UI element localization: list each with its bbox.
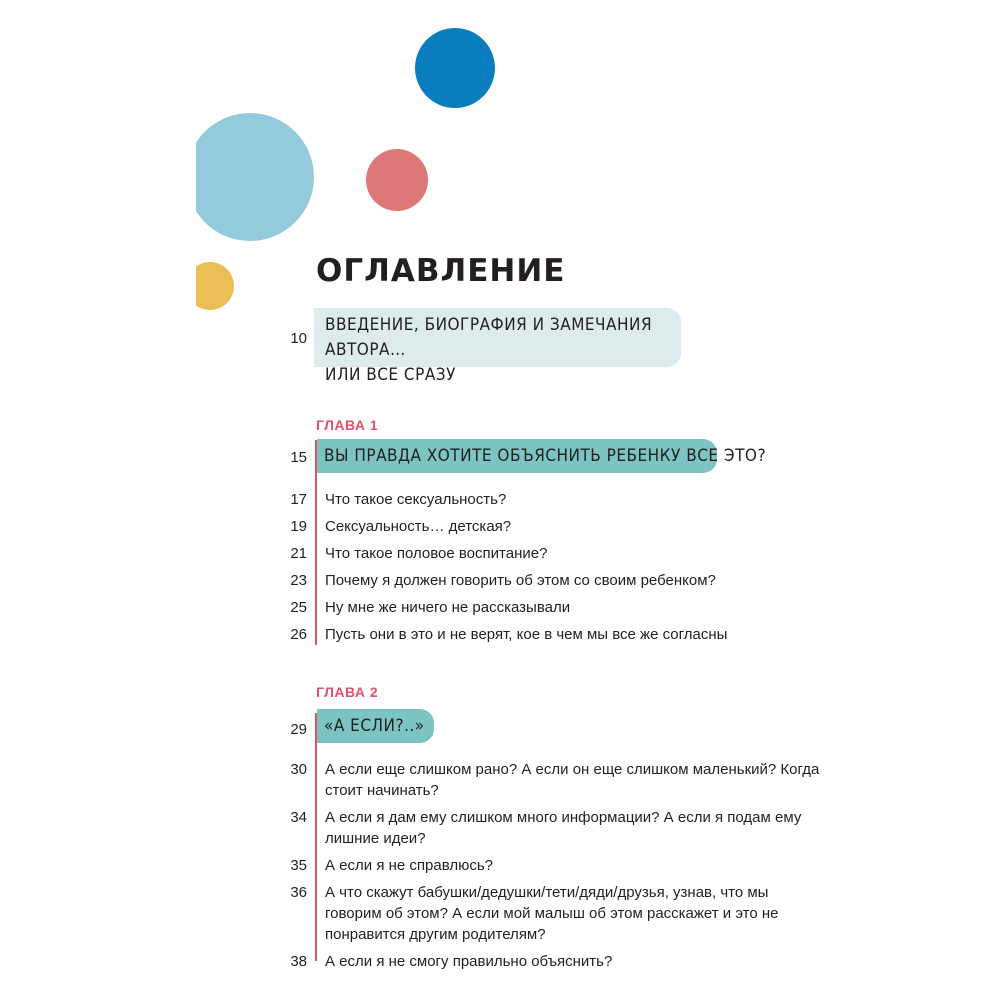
page-title: ОГЛАВЛЕНИЕ: [316, 253, 566, 289]
chapter-2-entries: [0, 759, 1000, 978]
toc-entry-text: Ну мне же ничего не рассказывали: [325, 599, 571, 616]
toc-entry-page: 19: [290, 518, 307, 535]
decorative-yellow-circle: [186, 262, 234, 310]
toc-entry-page: 26: [290, 626, 307, 643]
toc-entry-page: 36: [290, 884, 307, 901]
toc-entry-text: Пусть они в это и не верят, кое в чем мы все же согласны: [325, 626, 728, 643]
toc-entry[interactable]: [0, 882, 1000, 945]
toc-entry[interactable]: [0, 624, 1000, 651]
chapter-1-entries: [0, 489, 1000, 651]
decorative-coral-circle: [366, 149, 428, 211]
toc-entry[interactable]: [0, 951, 1000, 972]
decorative-blue-circle: [415, 28, 495, 108]
chapter-2-page-number: 29: [290, 721, 307, 738]
toc-entry-text: А если еще слишком рано? А если он еще слишком маленький? Когда стоит начинать?: [325, 761, 820, 799]
toc-entry-page: 30: [290, 761, 307, 778]
toc-entry-page: 23: [290, 572, 307, 589]
intro-heading-line-2: ИЛИ ВСЕ СРАЗУ: [325, 365, 456, 385]
toc-entry[interactable]: [0, 543, 1000, 570]
toc-entry[interactable]: [0, 807, 1000, 849]
chapter-2-label: ГЛАВА 2: [316, 684, 379, 700]
toc-entry-page: 34: [290, 809, 307, 826]
toc-entry-page: 38: [290, 953, 307, 970]
toc-entry-text: Что такое сексуальность?: [325, 491, 507, 508]
toc-entry-page: 25: [290, 599, 307, 616]
chapter-2-title[interactable]: «А ЕСЛИ?..»: [317, 709, 434, 743]
toc-entry[interactable]: [0, 516, 1000, 543]
intro-page-number: 10: [290, 330, 307, 347]
toc-entry-text: А если я не справлюсь?: [325, 857, 493, 874]
toc-entry-text: А что скажут бабушки/дедушки/тети/дяди/друзья, узнав, что мы говорим об этом? А если мой малыш об этом расскажет и это не понравится другим родителям?: [325, 884, 779, 943]
intro-heading-line-1: ВВЕДЕНИЕ, БИОГРАФИЯ И ЗАМЕЧАНИЯ АВТОРА…: [325, 315, 653, 360]
toc-entry-text: А если я не смогу правильно объяснить?: [325, 953, 613, 970]
chapter-1-label: ГЛАВА 1: [316, 417, 379, 433]
toc-entry-text: Почему я должен говорить об этом со своим ребенком?: [325, 572, 716, 589]
intro-heading[interactable]: [314, 308, 681, 385]
toc-entry[interactable]: [0, 759, 1000, 801]
toc-entry[interactable]: [0, 597, 1000, 624]
chapter-1-title[interactable]: ВЫ ПРАВДА ХОТИТЕ ОБЪЯСНИТЬ РЕБЕНКУ ВСЕ ЭТО?: [317, 439, 717, 473]
toc-entry-page: 21: [290, 545, 307, 562]
toc-entry-page: 35: [290, 857, 307, 874]
decorative-light-blue-circle: [186, 113, 314, 241]
chapter-1-page-number: 15: [290, 449, 307, 466]
toc-entry-text: Что такое половое воспитание?: [325, 545, 548, 562]
toc-entry-text: Сексуальность… детская?: [325, 518, 512, 535]
toc-entry[interactable]: [0, 570, 1000, 597]
toc-entry[interactable]: [0, 855, 1000, 876]
toc-entry[interactable]: [0, 489, 1000, 516]
toc-entry-page: 17: [290, 491, 307, 508]
toc-entry-text: А если я дам ему слишком много информации? А если я подам ему лишние идеи?: [325, 809, 802, 847]
